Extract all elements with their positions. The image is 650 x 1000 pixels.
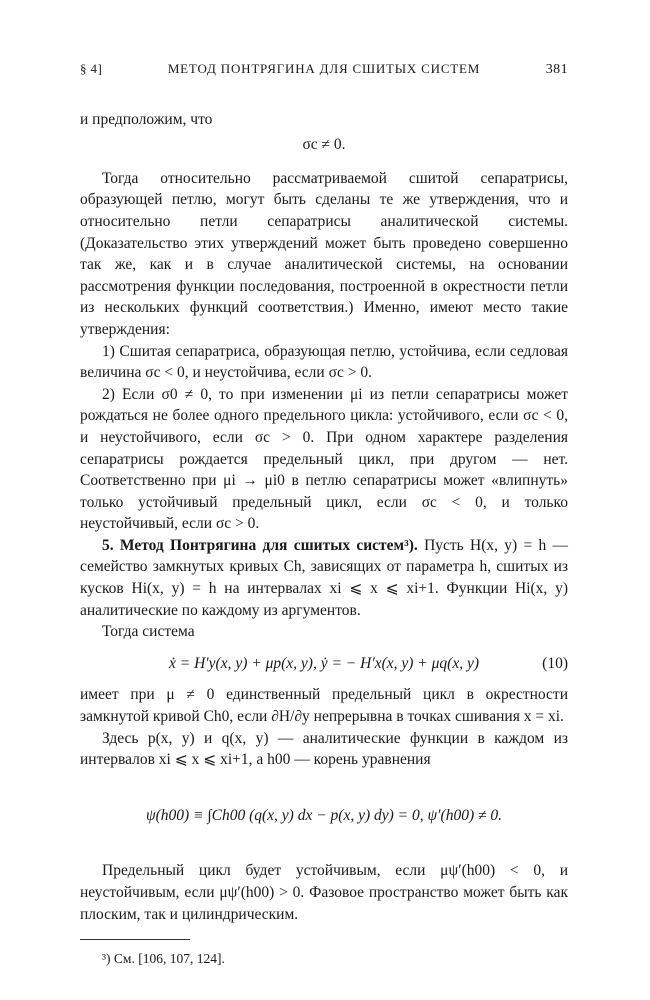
sigma-condition: σc ≠ 0. [302, 136, 346, 154]
psi-equation-body: ψ(h00) ≡ ∫Ch00 (q(x, y) dx − p(x, y) dy) = 0, ψ′(h00) ≠ 0. [145, 806, 502, 824]
paragraph-statements: Тогда относительно рассматриваемой сшитой сепаратрисы, образующей петлю, могут быть сделаны те же утверждения, что и относительно петли сепаратрисы аналитической системы. (Доказательство этих утверждений может быть проведено совершенно так же, как и в случае аналитической системы, на основании рассмотрения функции последования, построенной в окрестности петли из нескольких функций соответствия.) Именно, имеют место такие утверждения: [80, 169, 568, 338]
statement-1: 1) Сшитая сепаратриса, образующая петлю, устойчива, если седловая величина σc < 0, и неустойчива, если σc > 0. [80, 342, 568, 382]
stability-paragraph: Предельный цикл будет устойчивым, если μψ′(h00) < 0, и неустойчивым, если μψ′(h00) > 0. Фазовое пространство может быть как плоским, так и цилиндрическим. [80, 862, 568, 923]
functions-description: Здесь p(x, y) и q(x, y) — аналитические функции в каждом из интервалов xi ⩽ x ⩽ xi+1, а h00 — корень уравнения [80, 729, 568, 769]
page-number: 381 [545, 62, 568, 77]
running-head [80, 58, 568, 81]
equation-10-body: ẋ = H′y(x, y) + μp(x, y), ẏ = − H′x(x, y) + μq(x, y) [169, 654, 479, 672]
book-page [80, 58, 568, 970]
equation-number: (10) [542, 654, 568, 672]
section-heading: 5. Метод Понтрягина для сшитых систем³). [102, 536, 418, 554]
pontryagin-paragraph [80, 535, 568, 621]
pontryagin-text: Пусть H(x, y) = h — семейство замкнутых кривых Ch, зависящих от параметра h, сшитых из кусков Hi(x, y) = h на интервалах xi ⩽ x ⩽ xi+1. Функции Hi(x, y) аналитические по каждому из аргументов. [80, 536, 568, 619]
equation-10 [80, 653, 568, 675]
running-title: МЕТОД ПОНТРЯГИНА ДЛЯ СШИТЫХ СИСТЕМ [167, 61, 481, 76]
footnote-divider [80, 939, 190, 940]
psi-equation [80, 805, 568, 827]
limit-cycle-statement: имеет при μ ≠ 0 единственный предельный цикл в окрестности замкнутой кривой Ch0, если ∂H/∂y непрерывна в точках сшивания x = xi. [80, 686, 568, 726]
footnote: ³) См. [106, 107, 124]. [102, 951, 225, 967]
statement-2: 2) Если σ0 ≠ 0, то при изменении μi из петли сепаратрисы может рождаться не более одного предельного цикла: устойчивого, если σc < 0, и неустойчивого, если σc > 0. При одном характере разделения сепаратрисы рождается предельный цикл, при другом — нет. Соответственно при μi → μi0 в петлю сепаратрисы может «влипнуть» только устойчивый предельный цикл, если σc < 0, и только неустойчивый, если σc > 0. [80, 385, 568, 533]
system-intro: Тогда система [102, 623, 195, 641]
section-marker: § 4] [80, 61, 103, 76]
intro-text: и предположим, что [80, 110, 213, 128]
